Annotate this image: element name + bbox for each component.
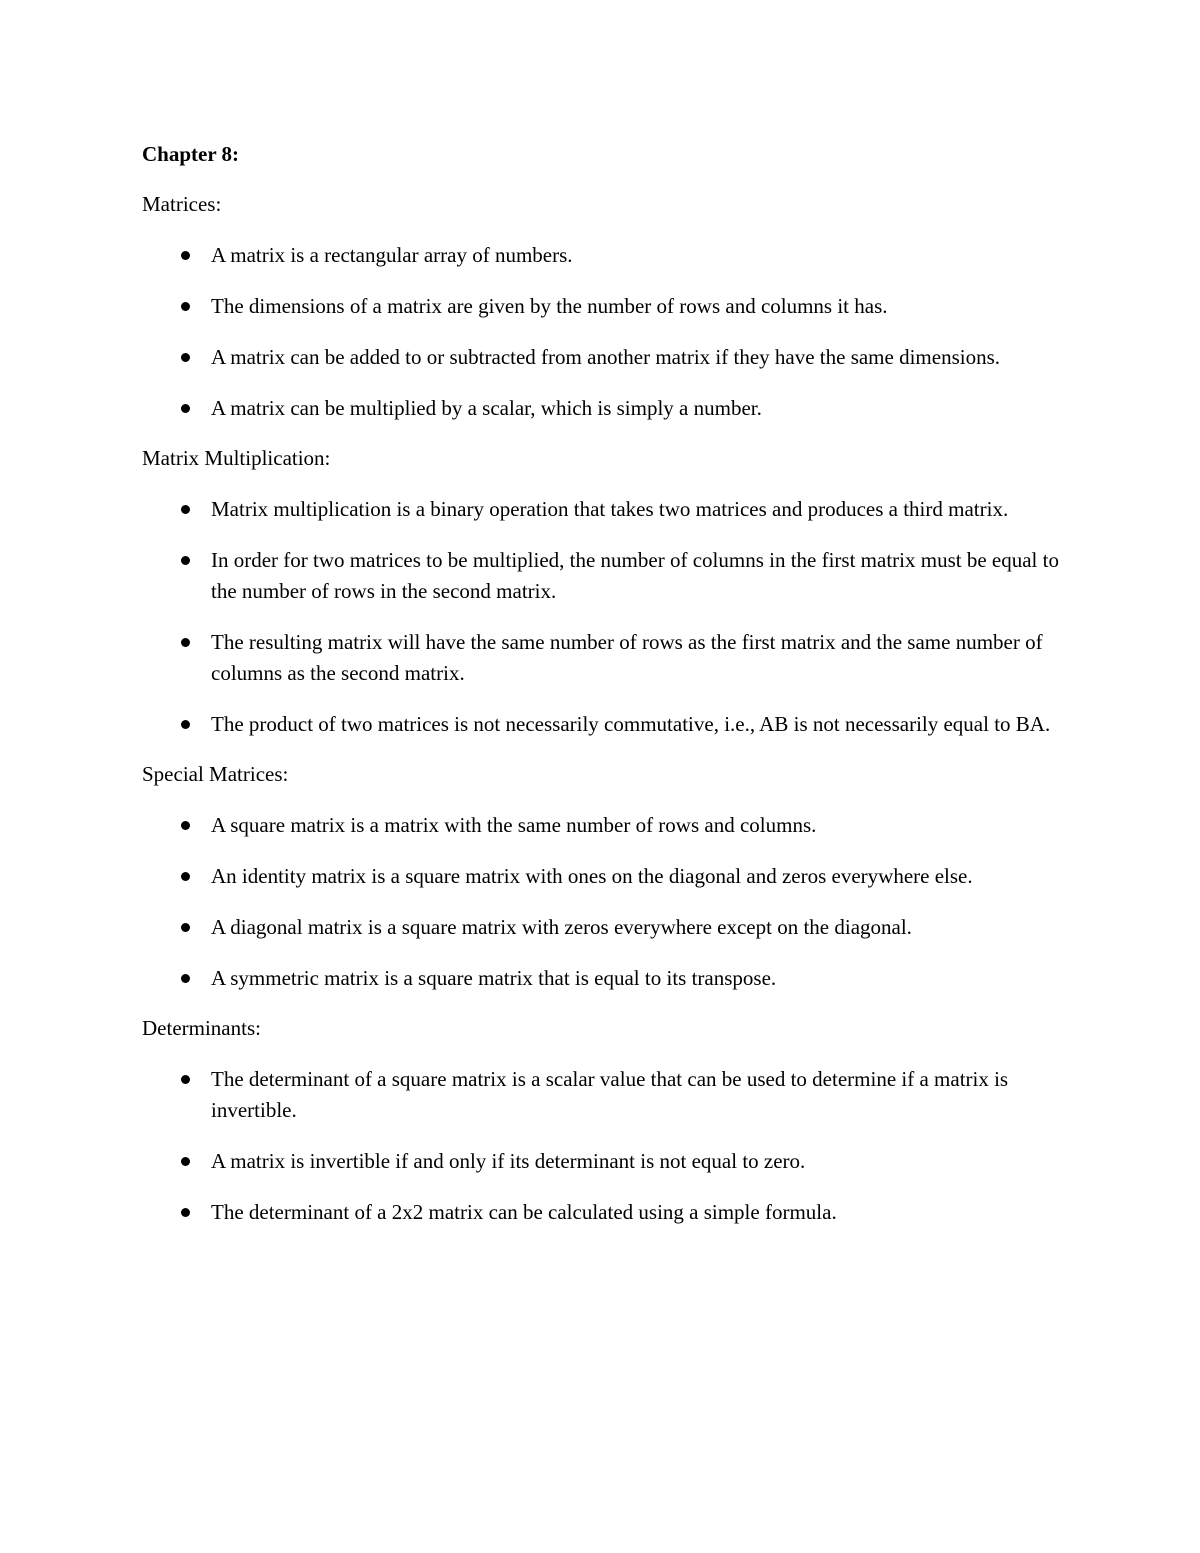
bullet-list bbox=[142, 1064, 1062, 1228]
list-item-text: A matrix is invertible if and only if its determinant is not equal to zero. bbox=[211, 1149, 806, 1173]
bullet-icon bbox=[181, 1075, 190, 1084]
list-item bbox=[142, 545, 1062, 607]
bullet-icon bbox=[181, 1208, 190, 1217]
list-item-text: Matrix multiplication is a binary operation that takes two matrices and produces a third matrix. bbox=[211, 497, 1009, 521]
list-item bbox=[142, 1197, 1062, 1228]
list-item-text: A matrix can be multiplied by a scalar, which is simply a number. bbox=[211, 396, 762, 420]
bullet-icon bbox=[181, 302, 190, 311]
bullet-icon bbox=[181, 974, 190, 983]
list-item bbox=[142, 342, 1062, 373]
section-matrix-multiplication bbox=[142, 444, 1062, 740]
bullet-icon bbox=[181, 404, 190, 413]
section-heading: Determinants: bbox=[142, 1016, 261, 1040]
list-item-text: The dimensions of a matrix are given by the number of rows and columns it has. bbox=[211, 294, 888, 318]
list-item-text: In order for two matrices to be multiplied, the number of columns in the first matrix must be equal to the number of rows in the second matrix. bbox=[211, 548, 1059, 603]
document-page bbox=[142, 140, 1062, 1248]
list-item-text: A matrix is a rectangular array of numbers. bbox=[211, 243, 573, 267]
bullet-list bbox=[142, 240, 1062, 424]
list-item-text: The product of two matrices is not necessarily commutative, i.e., AB is not necessarily equal to BA. bbox=[211, 712, 1051, 736]
list-item-text: A symmetric matrix is a square matrix that is equal to its transpose. bbox=[211, 966, 777, 990]
bullet-icon bbox=[181, 251, 190, 260]
list-item bbox=[142, 240, 1062, 271]
list-item-text: A matrix can be added to or subtracted from another matrix if they have the same dimensions. bbox=[211, 345, 1001, 369]
list-item bbox=[142, 627, 1062, 689]
section-heading: Matrix Multiplication: bbox=[142, 446, 331, 470]
list-item-text: An identity matrix is a square matrix with ones on the diagonal and zeros everywhere else. bbox=[211, 864, 973, 888]
list-item-text: A diagonal matrix is a square matrix with zeros everywhere except on the diagonal. bbox=[211, 915, 912, 939]
chapter-title: Chapter 8: bbox=[142, 142, 240, 166]
bullet-list bbox=[142, 494, 1062, 740]
bullet-icon bbox=[181, 720, 190, 729]
list-item-text: The determinant of a 2x2 matrix can be calculated using a simple formula. bbox=[211, 1200, 837, 1224]
bullet-icon bbox=[181, 821, 190, 830]
section-determinants bbox=[142, 1014, 1062, 1228]
bullet-list bbox=[142, 810, 1062, 994]
bullet-icon bbox=[181, 353, 190, 362]
list-item-text: The determinant of a square matrix is a scalar value that can be used to determine if a matrix is invertible. bbox=[211, 1067, 1009, 1122]
section-heading: Special Matrices: bbox=[142, 762, 289, 786]
bullet-icon bbox=[181, 556, 190, 565]
bullet-icon bbox=[181, 872, 190, 881]
list-item-text: A square matrix is a matrix with the same number of rows and columns. bbox=[211, 813, 817, 837]
list-item bbox=[142, 291, 1062, 322]
section-special-matrices bbox=[142, 760, 1062, 994]
bullet-icon bbox=[181, 638, 190, 647]
list-item bbox=[142, 912, 1062, 943]
list-item bbox=[142, 810, 1062, 841]
list-item bbox=[142, 963, 1062, 994]
bullet-icon bbox=[181, 923, 190, 932]
list-item bbox=[142, 861, 1062, 892]
section-matrices bbox=[142, 190, 1062, 424]
bullet-icon bbox=[181, 505, 190, 514]
list-item bbox=[142, 1146, 1062, 1177]
list-item bbox=[142, 709, 1062, 740]
bullet-icon bbox=[181, 1157, 190, 1166]
list-item bbox=[142, 1064, 1062, 1126]
list-item bbox=[142, 393, 1062, 424]
list-item-text: The resulting matrix will have the same number of rows as the first matrix and the same number of columns as the second matrix. bbox=[211, 630, 1043, 685]
list-item bbox=[142, 494, 1062, 525]
section-heading: Matrices: bbox=[142, 192, 222, 216]
